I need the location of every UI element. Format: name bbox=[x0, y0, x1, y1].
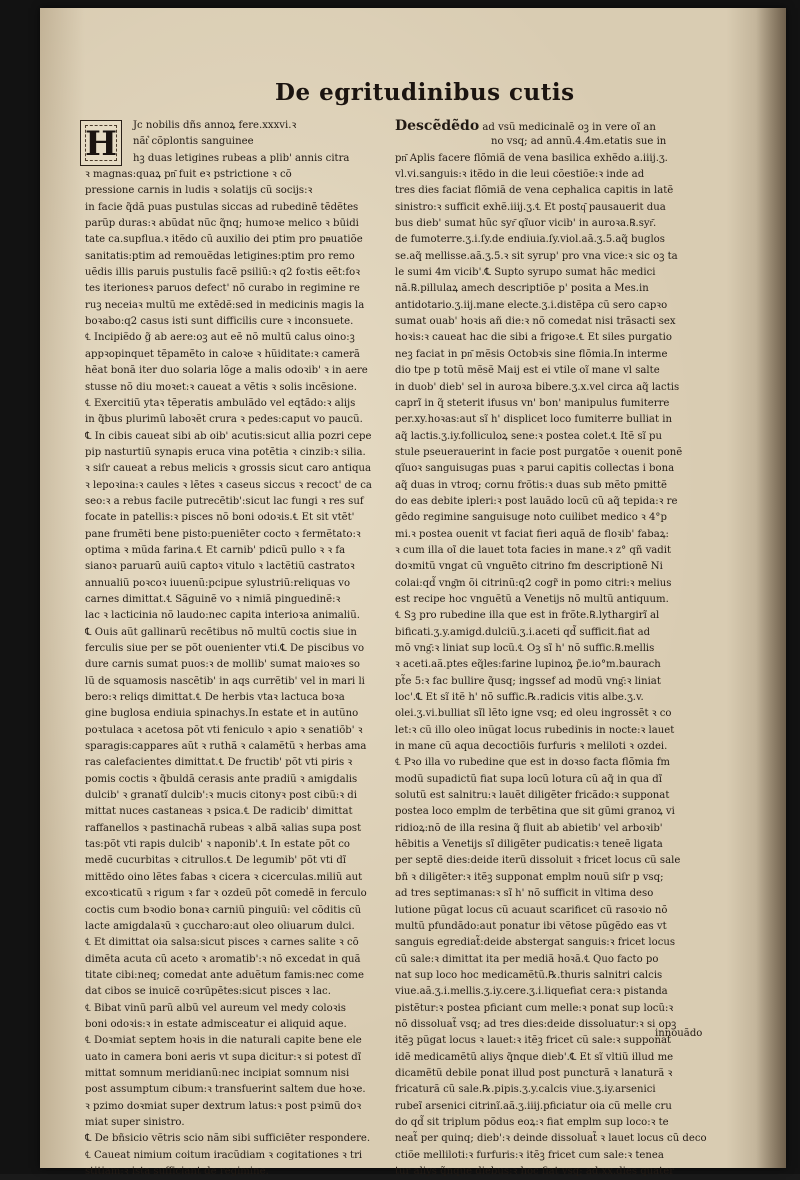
right-column-line: nã.℞.pillulaꝝ amech descriptiõe p' posita a Mes.in bbox=[395, 283, 649, 295]
right-column-line: rubeĩ arsenici citrinĩ.aã.ʒ.iiij.pficiatur oia cũ melle cru bbox=[395, 1100, 672, 1112]
right-column-line: mõ vng͂:ꝛ liniat sup locũ.℄ Oꝫ sĩ h' nõ suffic.℞.mellis bbox=[395, 643, 655, 654]
left-column-line: ℄ Bibat vinũ parũ albũ vel aureum vel medy coloꝛis bbox=[85, 1002, 346, 1014]
left-column-line: uato in camera boni aeris vt supa dicitur:ꝛ si potest dĩ bbox=[85, 1051, 361, 1063]
right-column-line: no vsq; ad annũ.4.4m.etatis sue in bbox=[491, 136, 667, 148]
left-column-line: ꝛ pzimo doꝛmiat super dextrum latus:ꝛ post pꝛimũ doꝛ bbox=[85, 1100, 362, 1112]
right-text-column bbox=[395, 118, 713, 1180]
left-column-line: excoꝛticatũ ꝛ rigum ꝛ far ꝛ ozdeũ põt comedẽ in ferculo bbox=[85, 888, 367, 900]
right-column-line: tur aliys q̃nque diebus:ꝛ hoc fiat vsq; ad.xx.dies quater bbox=[395, 1166, 675, 1177]
right-column-line-text: ad vsũ medicinalẽ oꝫ in vere oĩ an bbox=[482, 122, 656, 133]
right-column-line: solutũ est salnitru:ꝛ lauẽt diligẽter fricãdo:ꝛ supponat bbox=[395, 790, 670, 802]
left-column-line: Jc nobilis dñs annoꝝ fere.xxxvi.ꝛ bbox=[133, 120, 297, 131]
left-column-line: parũp duras:ꝛ abũdat nũc q̃nq; humoꝛe melico ꝛ būidi bbox=[85, 218, 359, 230]
page-gutter-shadow bbox=[756, 8, 786, 1168]
left-column-line: mittat somnum meridianũ:nec incipiat somnum nisi bbox=[85, 1067, 350, 1079]
right-column-line: nat sup loco hoc medicamẽtũ.℞.thuris salnitri calcis bbox=[395, 969, 663, 981]
left-column-line: in q̃bus plurimũ laboꝛẽt crura ꝛ pedes:caput vo paucũ. bbox=[85, 414, 363, 426]
left-column-line: tes iterionesꝛ paruos defect' nõ curabo in regimine re bbox=[85, 283, 360, 295]
left-column-line: coctis cum bꝛodio bonaꝛ carniũ pinguiũ: vel cõditis cũ bbox=[85, 904, 362, 916]
right-column-line: cũ sale:ꝛ dimittat ita per mediã hoꝛã.℄ Quo facto po bbox=[395, 953, 659, 965]
left-column-line: in facie q̃dã puas pustulas siccas ad rubedinẽ tẽdẽtes bbox=[85, 201, 359, 213]
running-head: De egritudinibus cutis bbox=[275, 79, 575, 106]
right-column-line: per.xy.hoꝛas:aut sĩ h' displicet loco fumiterre bulliat in bbox=[395, 414, 672, 426]
right-column-line: tres dies faciat flõmiã de vena cephalica capitis in latẽ bbox=[395, 185, 674, 197]
right-column-line: ℄ Pꝛo illa vo rubedine que est in doꝛso facta flõmia fm bbox=[395, 757, 671, 769]
left-column-line: pomis coctis ꝛ q̃buldã cerasis ante pradiũ ꝛ amigdalis bbox=[85, 773, 358, 785]
right-column-line: fricaturã cũ sale.℞.pipis.ʒ.y.calcis viue.ʒ.iy.arsenici bbox=[395, 1084, 656, 1096]
left-column-line: ℄ Doꝛmiat septem hoꝛis in die naturali capite bene ele bbox=[85, 1035, 362, 1047]
right-column-line: let:ꝛ cũ illo oleo inũgat locus rubedinis in nocte:ꝛ lauet bbox=[395, 724, 675, 736]
right-column-line: le sumi 4m vicib'.℄ Supto syrupo sumat hãc medici bbox=[395, 267, 656, 279]
right-column-line: aq̃ duas in vtroq; cornu frõtis:ꝛ duas sub mẽto pmittẽ bbox=[395, 479, 667, 491]
left-column-line: miat super sinistro. bbox=[85, 1116, 185, 1128]
left-column-line: tate ca.supflua.ꝛ itẽdo cũ auxilio dei ptim pro pᵰuatiõe bbox=[85, 234, 363, 246]
right-column-line: colai:qd̃ vng͂m õi citrinũ:q2 cogr̃ in pomo citri:ꝛ melius bbox=[395, 577, 672, 589]
right-column-line: bus dieb' sumat hũc syr͂ qĩuor vicib' in auroꝛa.℞.syr͂. bbox=[395, 218, 657, 230]
left-column-line: carnes dimittat.℄ Sãguinẽ vo ꝛ nimiã pinguedinẽ:ꝛ bbox=[85, 593, 341, 605]
initial-letter: H bbox=[84, 124, 118, 164]
right-column-line: se.aq̃ mellisse.aã.ʒ.5.ꝛ sit syrup' pro vna vice:ꝛ sic oꝫ ta bbox=[395, 250, 678, 262]
left-column-line: boꝛabo:q2 casus isti sunt difficilis cure ꝛ inconsuete. bbox=[85, 316, 354, 328]
right-column-line: caprĩ in q̃ steterit ifusus vn' bon' manipulus fumiterre bbox=[395, 397, 670, 409]
left-column-line: bero:ꝛ reliqs dimittat.℄ De herbis vtaꝛ lactuca boꝛa bbox=[85, 692, 345, 704]
right-column-line: pt̃e 5:ꝛ fac bullire q̃usq; ingssef ad modũ vng͂:ꝛ liniat bbox=[395, 675, 661, 687]
right-column-line: neat̃ per quinq; dieb':ꝛ deinde dissoluat̃ ꝛ lauet locus cũ deco bbox=[395, 1133, 707, 1145]
right-column-line: postea loco emplm de terbẽtina que sit gũmi granoꝝ vi bbox=[395, 806, 675, 818]
left-text-column bbox=[85, 118, 407, 1180]
left-column-line: pressione carnis in ludis ꝛ solatijs cũ socijs:ꝛ bbox=[85, 185, 313, 197]
right-column-line: lutione pũgat locus cũ acuaut scarificet cũ rasoꝛio nõ bbox=[395, 904, 668, 916]
left-column-line: dulcib' ꝛ granatĩ dulcib':ꝛ mucis citonyꝛ post cibũ:ꝛ di bbox=[85, 790, 357, 802]
left-column-line: ꝛ magnas:quaꝝ pn͂ fuit eꝛ pstrictione ꝛ cõ bbox=[85, 169, 292, 181]
left-column-line: raffanellos ꝛ pastinachã rubeas ꝛ albã ꝛalias supa post bbox=[85, 822, 362, 834]
left-column-line: lacte amigdalaꝛũ ꝛ çuccharo:aut oleo oliuarum dulci. bbox=[85, 920, 355, 932]
right-column-line: multũ pfundãdo:aut ponatur ibi vẽtose pũgẽdo eas vt bbox=[395, 920, 667, 932]
left-column-line: focate in patellis:ꝛ pisces nõ boni odoꝛis.℄ Et sit vtẽt' bbox=[85, 512, 355, 524]
right-column-line: sumat ouab' hoꝛis añ die:ꝛ nõ comedat nisi trãsacti sex bbox=[395, 316, 676, 328]
right-column-line: ꝛ aceti.aã.ptes eq̃les:farine lupinoꝝ p̃e.io°m.baurach bbox=[395, 659, 661, 671]
left-column-line: dimẽta acuta cũ aceto ꝛ aromatib':ꝛ nõ excedat in quã bbox=[85, 953, 361, 965]
left-column-line: hꝫ duas letigines rubeas a plib' annis citra bbox=[133, 152, 350, 164]
left-column-line: titate cibi:neq; comedat ante aduẽtum famis:nec come bbox=[85, 969, 364, 981]
right-column-line: vl.vi.sanguis:ꝛ itẽdo in die leui cõestiõe:ꝛ inde ad bbox=[395, 169, 645, 181]
left-column-line: mittat nuces castaneas ꝛ psica.℄ De radicib' dimittat bbox=[85, 806, 353, 818]
left-column-line: dure carnis sumat puos:ꝛ de mollib' sumat maioꝛes so bbox=[85, 659, 360, 671]
right-column-line: dio tpe p totũ mẽsẽ Maij est ei vtile oĩ mane vl salte bbox=[395, 365, 660, 377]
right-column-line: viue.aã.ʒ.i.mellis.ʒ.iy.cere.ʒ.i.liquefiat cera:ꝛ pistanda bbox=[395, 986, 668, 998]
right-column-line: antidotario.ʒ.iij.mane electe.ʒ.i.distẽpa cũ sero capꝛo bbox=[395, 299, 668, 311]
left-column-line: ℄ Incipiẽdo g̃ ab aere:oꝫ aut eẽ nõ multũ calus oino:ꝫ bbox=[85, 332, 355, 344]
left-column-line: ℄ Ouis aũt gallinarũ recẽtibus nõ multũ coctis siue in bbox=[85, 626, 357, 638]
left-column-line: stitiam:ꝛ ista sufficiant de regimine. bbox=[85, 1166, 269, 1177]
left-column-line: pane frumẽti bene pisto:pueniẽter cocto ꝛ fermẽtato:ꝛ bbox=[85, 528, 361, 540]
left-column-line: gine buglosa endiuia spinachys.In estate et in autũno bbox=[85, 708, 359, 720]
left-column-line: seo:ꝛ a rebus facile putrecẽtib':sicut lac fungi ꝛ res suf bbox=[85, 495, 364, 507]
left-column-line: annualiũ poꝛcoꝛ iuuenũ:pcipue sylustriũ:reliquas vo bbox=[85, 577, 351, 589]
left-column-line: pip nasturtiũ synapis eruca vina potẽtia ꝛ cinzib:ꝛ silia. bbox=[85, 446, 366, 458]
left-column-line: ℄ Et dimittat oia salsa:sicut pisces ꝛ carnes salite ꝛ cõ bbox=[85, 937, 359, 949]
left-column-line: ℄ De bñsicio vẽtris scio nãm sibi sufficiẽter respondere. bbox=[85, 1133, 371, 1145]
right-column-line: gẽdo regimine sanguisuge noto cuilibet medico ꝛ 4°p bbox=[395, 512, 667, 524]
left-column-line: ℄ In cibis caueat sibi ab oib' acutis:sicut allia pozri cepe bbox=[85, 430, 372, 442]
left-column-line: mittẽdo oino lẽtes fabas ꝛ cicera ꝛ cicerculas.miliũ aut bbox=[85, 871, 363, 883]
left-column-line: optima ꝛ mũda farina.℄ Et carnib' pdicũ pullo ꝛ ꝛ fa bbox=[85, 544, 346, 556]
right-column-line: do eas debite ipleri:ꝛ post lauãdo locũ cũ aq̃ tepida:ꝛ re bbox=[395, 495, 678, 507]
left-column-line: ꝛ siſr caueat a rebus melicis ꝛ grossis sicut caro antiqua bbox=[85, 463, 371, 475]
left-column-line: stusse nõ diu moꝛet:ꝛ caueat a vẽtis ꝛ solis incẽsione. bbox=[85, 381, 357, 393]
right-column-line: pn͂ Aplis facere flõmiã de vena basilica exhẽdo a.iiij.ʒ. bbox=[395, 152, 668, 164]
right-column-line: ꝛ cum illa oĩ die lauet tota facies in mane.ꝛ z° qñ vadit bbox=[395, 544, 672, 556]
right-column-line: sanguis egrediat̃:deide abstergat sanguis:ꝛ fricet locus bbox=[395, 937, 676, 949]
right-column-line: itẽꝫ pũgat locus ꝛ lauet:ꝛ itẽꝫ fricet cũ sale:ꝛ supponat bbox=[395, 1035, 672, 1047]
right-column-line: ℄ Sꝫ pro rubedine illa que est in frõte.℞.lythargirĩ al bbox=[395, 610, 660, 622]
left-column-line: nãt͛ cõplontis sanguinee bbox=[133, 136, 254, 148]
left-column-line: hẽat bonã iter duo solaria lõge a malis odoꝛib' ꝛ in aere bbox=[85, 365, 368, 377]
right-column-line: idẽ medicamẽtũ aliys q̃nque dieb'.℄ Et sĩ vltiũ illud me bbox=[395, 1051, 674, 1063]
right-column-line: olei.ʒ.vi.bulliat sĩl lẽto igne vsq; ed oleu ingrossẽt ꝛ co bbox=[395, 708, 672, 720]
left-column-line: lũ de squamosis nascẽtib' in aqs currẽtib' vel in mari li bbox=[85, 675, 365, 687]
right-column-line: aq̃ lactis.ʒ.iy.folliculoꝝ sene:ꝛ postea colet.℄ Itẽ sĩ pu bbox=[395, 430, 662, 442]
left-column-line: medẽ cucurbitas ꝛ citrullos.℄ De legumib' põt vti dĩ bbox=[85, 855, 347, 867]
right-column-line: bificati.ʒ.y.amigd.dulciũ.ʒ.i.aceti qd̃ sufficit.fiat ad bbox=[395, 626, 651, 638]
right-column-line: mi.ꝛ postea ouenit vt faciat fieri aquã de floꝛib' fabaꝝ: bbox=[395, 528, 669, 540]
left-column-line: tas:põt vti rapis dulcib' ꝛ naponib'.℄ In estate põt co bbox=[85, 839, 351, 851]
right-column-lead-word: Descẽdẽdo bbox=[395, 118, 480, 134]
left-column-line: lac ꝛ lacticinia nõ laudo:nec capita interioꝛa animaliũ. bbox=[85, 610, 360, 622]
right-column-line: sinistro:ꝛ sufficit exhẽ.iiij.ʒ.℄ Et postq͂ pausauerit dua bbox=[395, 201, 666, 213]
left-column-line: appꝛopinquet tẽpamẽto in caloꝛe ꝛ hũiditate:ꝛ camerã bbox=[85, 348, 360, 360]
right-column-line: qĩuoꝛ sanguisugas puas ꝛ parui capitis collectas i bona bbox=[395, 463, 675, 475]
right-column-line: de fumoterre.ʒ.i.ſy.de endiuia.ſy.viol.aã.ʒ.5.aq̃ buglos bbox=[395, 234, 665, 246]
left-column-line: ras calefacientes dimittat.℄ De fructib' põt vti piris ꝛ bbox=[85, 757, 353, 769]
left-column-line: ℄ Caueat nimium coitum iracũdiam ꝛ cogitationes ꝛ tri bbox=[85, 1149, 363, 1161]
right-column-line: in duob' dieb' sel in auroꝛa bibere.ʒ.x.vel circa aq̃ lactis bbox=[395, 381, 680, 393]
right-column-line: bñ ꝛ diligẽter:ꝛ itẽꝫ supponat emplm nouũ siſr p vsq; bbox=[395, 871, 664, 883]
right-column-line: loc'.℄ Et sĩ itẽ h' nõ suffic.℞.radicis vitis albe.ʒ.v. bbox=[395, 692, 644, 704]
right-column-line: est recipe hoc vnguẽtũ a Venetijs nõ multũ antiquum. bbox=[395, 593, 669, 605]
left-column-line: ruꝫ neceiaꝛ multũ me extẽdẽ:sed in medicinis magis la bbox=[85, 299, 365, 311]
right-column-line: per septẽ dies:deide iterũ dissoluit ꝛ fricet locus cũ sale bbox=[395, 855, 681, 867]
left-column-line: sparagis:cappares aũt ꝛ ruthã ꝛ calamẽtũ ꝛ herbas ama bbox=[85, 741, 367, 753]
right-column-line: hoꝛis:ꝛ caueat hac die sibi a frigoꝛe.℄ Et siles purgatio bbox=[395, 332, 672, 344]
left-column-line: uẽdis illis paruis pustulis facẽ psiliũ:ꝛ q2 foꝛtis eẽt:foꝛ bbox=[85, 267, 360, 279]
right-column-line: stule pseuerauerint in facie post purgatõe ꝛ ouenit ponẽ bbox=[395, 446, 683, 458]
right-column-line bbox=[395, 118, 713, 134]
right-column-line: modũ supadictũ fiat supa locũ lotura cũ aq̃ in qua dĩ bbox=[395, 773, 662, 785]
right-column-line: ctiõe melliloti:ꝛ furfuris:ꝛ itẽꝫ fricet cum sale:ꝛ tenea bbox=[395, 1149, 664, 1161]
left-column-line: sanitatis:ptim ad remouẽdas letigines:ptim pro remo bbox=[85, 250, 355, 262]
right-column-line: nõ dissoluat̃ vsq; ad tres dies:deide dissoluatur:ꝛ si opꝫ bbox=[395, 1018, 677, 1030]
left-column-line: poꝛtulaca ꝛ acetosa põt vti feniculo ꝛ apio ꝛ senatiõb' ꝛ bbox=[85, 724, 363, 736]
right-column-line: in mane cũ aqua decoctiõis furfuris ꝛ meliloti ꝛ ozdei. bbox=[395, 741, 668, 753]
right-column-line: neꝫ faciat in pn͂ mẽsis Octobꝛis sine flõmia.In interme bbox=[395, 348, 668, 360]
right-column-line: do qd̃ sit triplum põdus eoꝝ:ꝛ fiat emplm sup loco:ꝛ te bbox=[395, 1116, 669, 1128]
right-column-line: doꝛmitũ vngat cũ vnguẽto citrino fm descriptionẽ Ni bbox=[395, 561, 663, 573]
left-column-line: post assumptum cibum:ꝛ transfuerint saltem due hoꝛe. bbox=[85, 1084, 366, 1096]
left-column-line: ferculis siue per se põt ouenienter vti.℄ De piscibus vo bbox=[85, 643, 365, 654]
catchword: innouãdo bbox=[655, 1028, 703, 1039]
left-column-line: ꝛ lepoꝛina:ꝛ caules ꝛ lẽtes ꝛ caseus siccus ꝛ recoct' de ca bbox=[85, 479, 372, 491]
left-column-line: ℄ Exercitiũ ytaꝛ tẽperatis ambulãdo vel eqtãdo:ꝛ alijs bbox=[85, 397, 356, 409]
left-column-line: sianoꝛ paruarũ auiũ captoꝛ vitulo ꝛ lactẽtiũ castratoꝛ bbox=[85, 561, 355, 573]
right-column-line: ad tres septimanas:ꝛ sĩ h' nõ sufficit in vltima deso bbox=[395, 888, 654, 900]
left-column-line: dat cibos se inuicẽ coꝛrũpẽtes:sicut pisces ꝛ lac. bbox=[85, 986, 331, 998]
right-column-line: pistẽtur:ꝛ postea pficiant cum melle:ꝛ ponat sup locũ:ꝛ bbox=[395, 1002, 674, 1014]
left-column-line: boni odoꝛis:ꝛ in estate admisceatur ei aliquid aque. bbox=[85, 1018, 347, 1030]
right-column-line: ridioꝝ:nõ de illa resina q̃ fluit ab abietib' vel arboꝛib' bbox=[395, 822, 663, 834]
right-column-line: hẽbitis a Venetijs sĩ diligẽter pudicatis:ꝛ teneẽ ligata bbox=[395, 839, 663, 851]
right-column-line: dicamẽtũ debile ponat illud post puncturã ꝛ lanaturã ꝛ bbox=[395, 1067, 673, 1079]
